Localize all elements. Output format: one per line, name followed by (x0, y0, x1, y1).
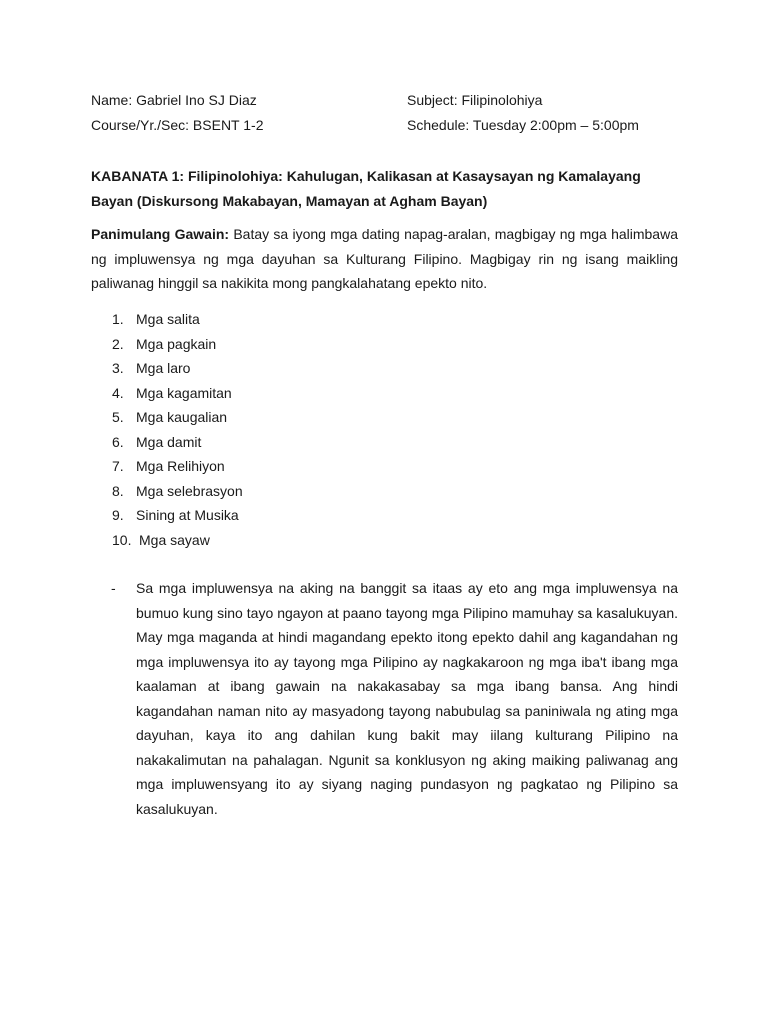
list-number: 9. (112, 507, 124, 523)
list-item (91, 503, 491, 528)
list-number: 10. (112, 531, 132, 548)
list-text: Mga kagamitan (136, 384, 232, 401)
list-text: Mga damit (136, 433, 202, 450)
student-name: Name: Gabriel Ino SJ Diaz (91, 92, 257, 108)
header-row-2 (91, 115, 691, 135)
list-number: 4. (112, 384, 124, 401)
list-item (91, 356, 491, 381)
list-text: Mga sayaw (139, 531, 210, 548)
list-item (91, 430, 491, 455)
answer-bullet: - (111, 580, 116, 596)
intro-paragraph (91, 222, 678, 296)
course-section: Course/Yr./Sec: BSENT 1-2 (91, 117, 264, 133)
list-item (91, 528, 491, 553)
intro-text: Batay sa iyong mga dating napag-aralan, magbigay ng mga halimbawa ng impluwensya ng mga dayuhan sa Kulturang Filipino. Magbigay rin ng isang maikling paliwanag hinggil sa nakikita mong pangkalahatang epekto nito. (91, 226, 678, 291)
list-text: Mga kaugalian (136, 409, 228, 425)
list-number: 3. (112, 360, 124, 376)
header-row-1 (91, 90, 691, 110)
list-text: Mga laro (136, 360, 191, 376)
list-number: 7. (112, 458, 124, 474)
influence-list (91, 307, 491, 552)
schedule: Schedule: Tuesday 2:00pm – 5:00pm (407, 117, 639, 133)
list-item (91, 332, 491, 357)
list-text: Mga pagkain (136, 335, 217, 352)
list-text: Mga salita (136, 311, 200, 327)
subject: Subject: Filipinolohiya (407, 92, 543, 108)
answer-paragraph: Sa mga impluwensya na aking na banggit sa itaas ay eto ang mga impluwensya na bumuo kung sino tayo ngayon at paano tayong mga Pilipino mamuhay sa kasalukuyan. May mga maganda at hindi magandang epekto itong epekto dahil ang kagandahan ng mga impluwensya ito ay tayong mga Pilipino ay nagkakaroon ng mga iba't ibang mga kaalaman at ibang gawain na nakakasabay sa mga ibang bansa. Ang hindi kagandahan naman nito ay masyadong tayong nabubulag sa paniniwala ng ating mga dayuhan, kaya ito ang dahilan kung bakit may iilang kulturang Pilipino na nakakalimutan na pahalagan. Ngunit sa konklusyon ng aking maiking paliwanag ang mga impluwensyang ito ay siyang naging pundasyon ng pagkatao ng Pilipino sa kasalukuyan. (136, 580, 678, 817)
list-number: 2. (112, 335, 124, 352)
chapter-title: KABANATA 1: Filipinolohiya: Kahulugan, Kalikasan at Kasaysayan ng Kamalayang Bayan (Diskursong Makabayan, Mamayan at Agham Bayan) (91, 168, 641, 209)
list-number: 5. (112, 409, 124, 425)
list-item (91, 479, 491, 504)
list-number: 8. (112, 482, 124, 499)
list-text: Mga selebrasyon (136, 482, 243, 499)
list-item (91, 454, 491, 479)
list-item (91, 307, 491, 332)
list-number: 6. (112, 433, 124, 450)
list-text: Sining at Musika (136, 507, 239, 523)
list-text: Mga Relihiyon (136, 458, 225, 474)
list-item (91, 381, 491, 406)
list-item (91, 405, 491, 430)
intro-label: Panimulang Gawain: (91, 226, 230, 242)
list-number: 1. (112, 311, 124, 327)
